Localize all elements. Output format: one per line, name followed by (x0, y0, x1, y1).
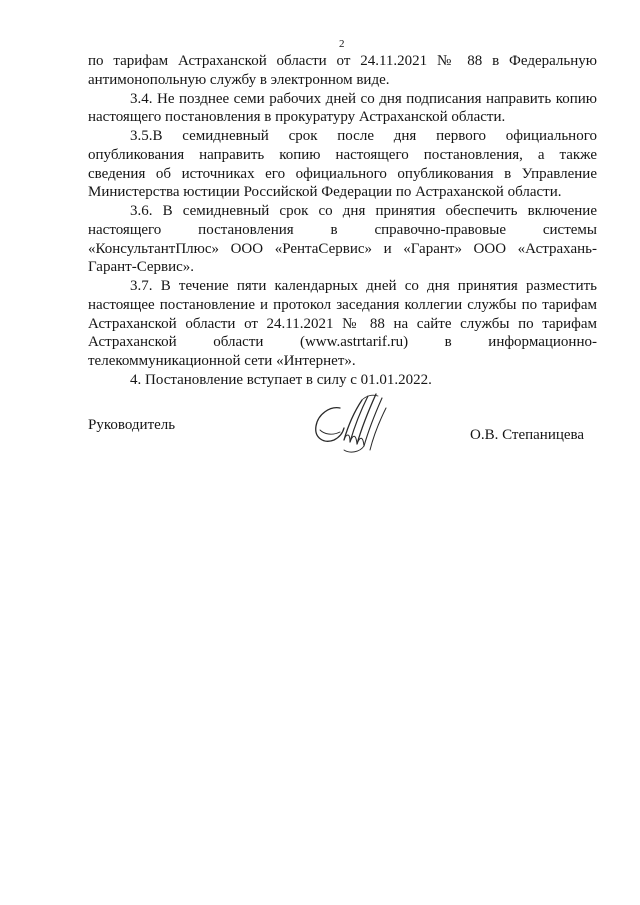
signatory-title: Руководитель (88, 417, 176, 433)
text-line: Гарант-Сервис». (88, 259, 195, 276)
paragraph-4 (88, 371, 597, 390)
page-number: 2 (339, 38, 345, 50)
text-line: 3.4. Не позднее семи рабочих дней со дня подписания направить копию (130, 90, 597, 107)
signatory-name: О.В. Степаницева (470, 427, 585, 443)
text-line: настоящего постановления в справочно-правовые системы (88, 221, 597, 238)
text-line: настоящего постановления в прокуратуру Астраханской области. (88, 109, 506, 126)
text-line: 3.5.В семидневный срок после дня первого официального (130, 128, 597, 144)
text-line: опубликования направить копию настоящего постановления, а также (88, 146, 597, 163)
document-body (88, 52, 597, 390)
paragraph-3-7 (88, 277, 597, 371)
text-line: 3.6. В семидневный срок со дня принятия обеспечить включение (130, 203, 597, 219)
paragraph-3-4 (88, 90, 597, 128)
text-line: Министерства юстиции Российской Федерации по Астраханской области. (88, 184, 562, 201)
text-line: 4. Постановление вступает в силу с 01.01.2022. (130, 371, 432, 388)
text-line: по тарифам Астраханской области от 24.11.2021 № 88 в Федеральную (88, 53, 597, 69)
text-line: сведения об источниках его официального опубликования в Управление (88, 165, 597, 182)
handwritten-signature (310, 390, 392, 456)
paragraph-3-5 (88, 127, 597, 202)
text-line: телекоммуникационной сети «Интернет». (88, 353, 356, 369)
text-line: Астраханской области (www.astrtarif.ru) в информационно- (88, 334, 597, 351)
text-line: антимонопольную службу в электронном виде. (88, 71, 390, 88)
paragraph-3-6 (88, 202, 597, 277)
text-line: Астраханской области от 24.11.2021 № 88 на сайте службы по тарифам (88, 315, 597, 332)
text-line: настоящее постановление и протокол заседания коллегии службы по тарифам (88, 296, 597, 313)
text-line: 3.7. В течение пяти календарных дней со дня принятия разместить (130, 278, 597, 294)
paragraph-continuation (88, 52, 597, 90)
text-line: «КонсультантПлюс» ООО «РентаСервис» и «Гарант» ООО «Астрахань- (88, 240, 597, 257)
